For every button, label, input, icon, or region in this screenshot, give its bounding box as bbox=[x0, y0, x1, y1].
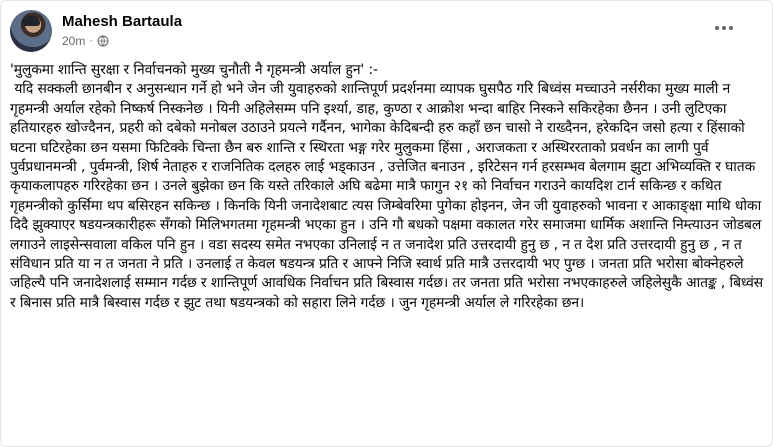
author-name[interactable]: Mahesh Bartaula bbox=[62, 13, 183, 30]
post-meta bbox=[62, 34, 109, 48]
avatar[interactable] bbox=[10, 10, 52, 52]
globe-icon[interactable] bbox=[97, 35, 109, 47]
post-header bbox=[10, 8, 750, 54]
more-options-button[interactable] bbox=[710, 18, 738, 38]
meta-separator: · bbox=[89, 34, 94, 47]
post-text: 'मुलुकमा शान्ति सुरक्षा र निर्वाचनको मुख्य चुनौती नै गृहमन्त्री अर्याल हुन' :- यदि सक्कली छानबीन र अनुसन्धान गर्ने हो भने जेन जी युवाहरुको शान्तिपूर्ण प्रदर्शनमा व्यापक घुसपैठ गरि बिध्वंस मच्चाउने नर्सरीका मुख्य माली न गृहमन्त्री अर्याल रहेको निष्कर्ष निस्कनेछ । यिनी अहिलेसम्म पनि इर्श्या, डाह, कुण्ठा र आक्रोश भन्दा बाहिर निस्कने सकिरहेका छैनन । उनी लुटिएका हतियारहरु खोज्दैनन, प्रहरी को दबेको मनोबल उठाउने प्रयत्ने गर्दैनन, भागेका केदिबन्दी हरु कहाँ छन चासो ने राख्दैनन, हरेकदिन जसो हत्या र हिंसाको घटना घटिरहेका छन यसमा फिटिक्के चिन्ता छैन बरु शान्ति र स्थिरता भङ्ग गरेर मुलुकमा हिंसा , अराजकता र अस्थिररताको प्रवर्धन का लागी पुर्व पुर्वप्रधानमन्त्री , पुर्वमन्त्री, शिर्ष नेताहरु र राजनितिक दलहरु लाई भड्काउन , उत्तेजित बनाउन , इरिटेसन गर्न हरसम्भव बेलगाम झुटा अभिव्यक्ति र घातक कृयाकलापहरु गरिरहेका छन । उनले बुझेका छन कि यस्ते तरिकाले अघि बढेमा मात्रै फागुन २१ को निर्वाचन गराउने कायदिश टार्न सकिन्छ र कथित गृहमन्त्रीको कुर्सिमा थप बसिरहन सकिन्छ । किनकि यिनी जनादेशबाट त्यस जिम्बेवरिमा पुगेका होइनन, जेन जी युवाहरुको भावना र आकाङ्क्षा माथि धोका दिदै झुक्याएर षडयन्त्रकारीहरू सँगको मिलिभगतमा गृहमन्त्री भएका हुन । उनि गौ बधको पक्षमा वकालत गरेर समाजमा धार्मिक अशान्ति निम्त्याउन जोडबल लगाउने लाइसेन्सवाला वकिल पनि हुन । वडा सदस्य समेत नभएका उनिलाई न त जनादेश प्रति उत्तरदायी हुनु छ , न त देश प्रति उत्तरदायी हुनु छ , न त संविधान प्रति या न त जनता ने प्रति । उनलाई त केवल षडयन्त्र प्रति र आफ्ने निजि स्वार्थ प्रति मात्रै उत्तरदायी भए पुग्छ । जनता प्रति भरोसा बोक्नेहरुले जहिल्यै पनि जनादेशलाई सम्मान गर्दछ र शान्तिपूर्ण आवधिक निर्वाचन प्रति बिस्वास गर्दछ। तर जनता प्रति भरोसा नभएकाहरुले जहिलेसुकै आतङ्क , बिध्वंस र बिनास प्रति मात्रै बिस्वास गर्दछ र झुट तथा षडयन्त्रको को सहारा लिने गर्दछ । जुन गृहमन्त्री अर्याल ले गरिरहेका छन। bbox=[10, 62, 764, 311]
post-timestamp[interactable]: 20m bbox=[62, 34, 86, 48]
